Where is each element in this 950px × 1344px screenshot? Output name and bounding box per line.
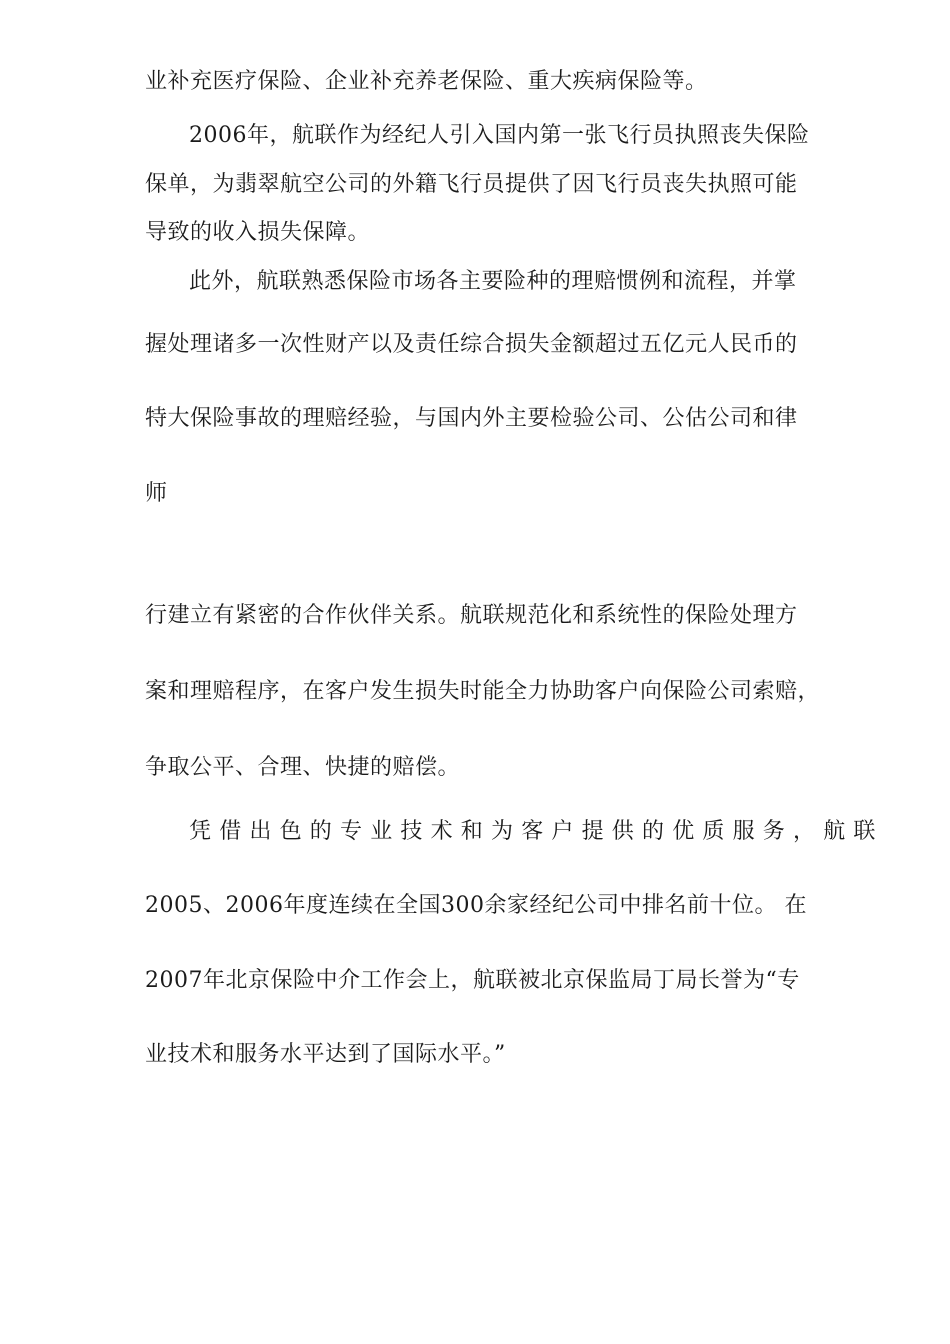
text-line: 2007年北京保险中介工作会上，航联被北京保监局丁局长誉为“专 <box>145 968 800 993</box>
text-line: 2006年，航联作为经纪人引入国内第一张飞行员执照丧失保险 <box>189 123 810 148</box>
text-line: 保单，为翡翠航空公司的外籍飞行员提供了因飞行员丧失执照可能 <box>145 172 798 197</box>
text-line: 此外，航联熟悉保险市场各主要险种的理赔惯例和流程，并掌 <box>189 269 797 294</box>
text-line: 业技术和服务水平达到了国际水平。” <box>145 1042 506 1067</box>
text-line: 师 <box>145 481 168 506</box>
text-line: 行建立有紧密的合作伙伴关系。航联规范化和系统性的保险处理方 <box>145 603 798 628</box>
text-line: 凭借出色的专业技术和为客户提供的优质服务，航联 <box>189 819 884 844</box>
text-line: 握处理诸多一次性财产以及责任综合损失金额超过五亿元人民币的 <box>145 332 798 357</box>
text-line: 案和理赔程序，在客户发生损失时能全力协助客户向保险公司索赔， <box>145 679 821 704</box>
text-line: 争取公平、合理、快捷的赔偿。 <box>145 755 461 780</box>
text-line: 导致的收入损失保障。 <box>145 220 371 245</box>
text-line: 特大保险事故的理赔经验，与国内外主要检验公司、公估公司和律 <box>145 406 798 431</box>
text-line: 业补充医疗保险、企业补充养老保险、重大疾病保险等。 <box>145 69 708 94</box>
text-line: 2005、2006年度连续在全国300余家经纪公司中排名前十位。 在 <box>145 893 807 918</box>
